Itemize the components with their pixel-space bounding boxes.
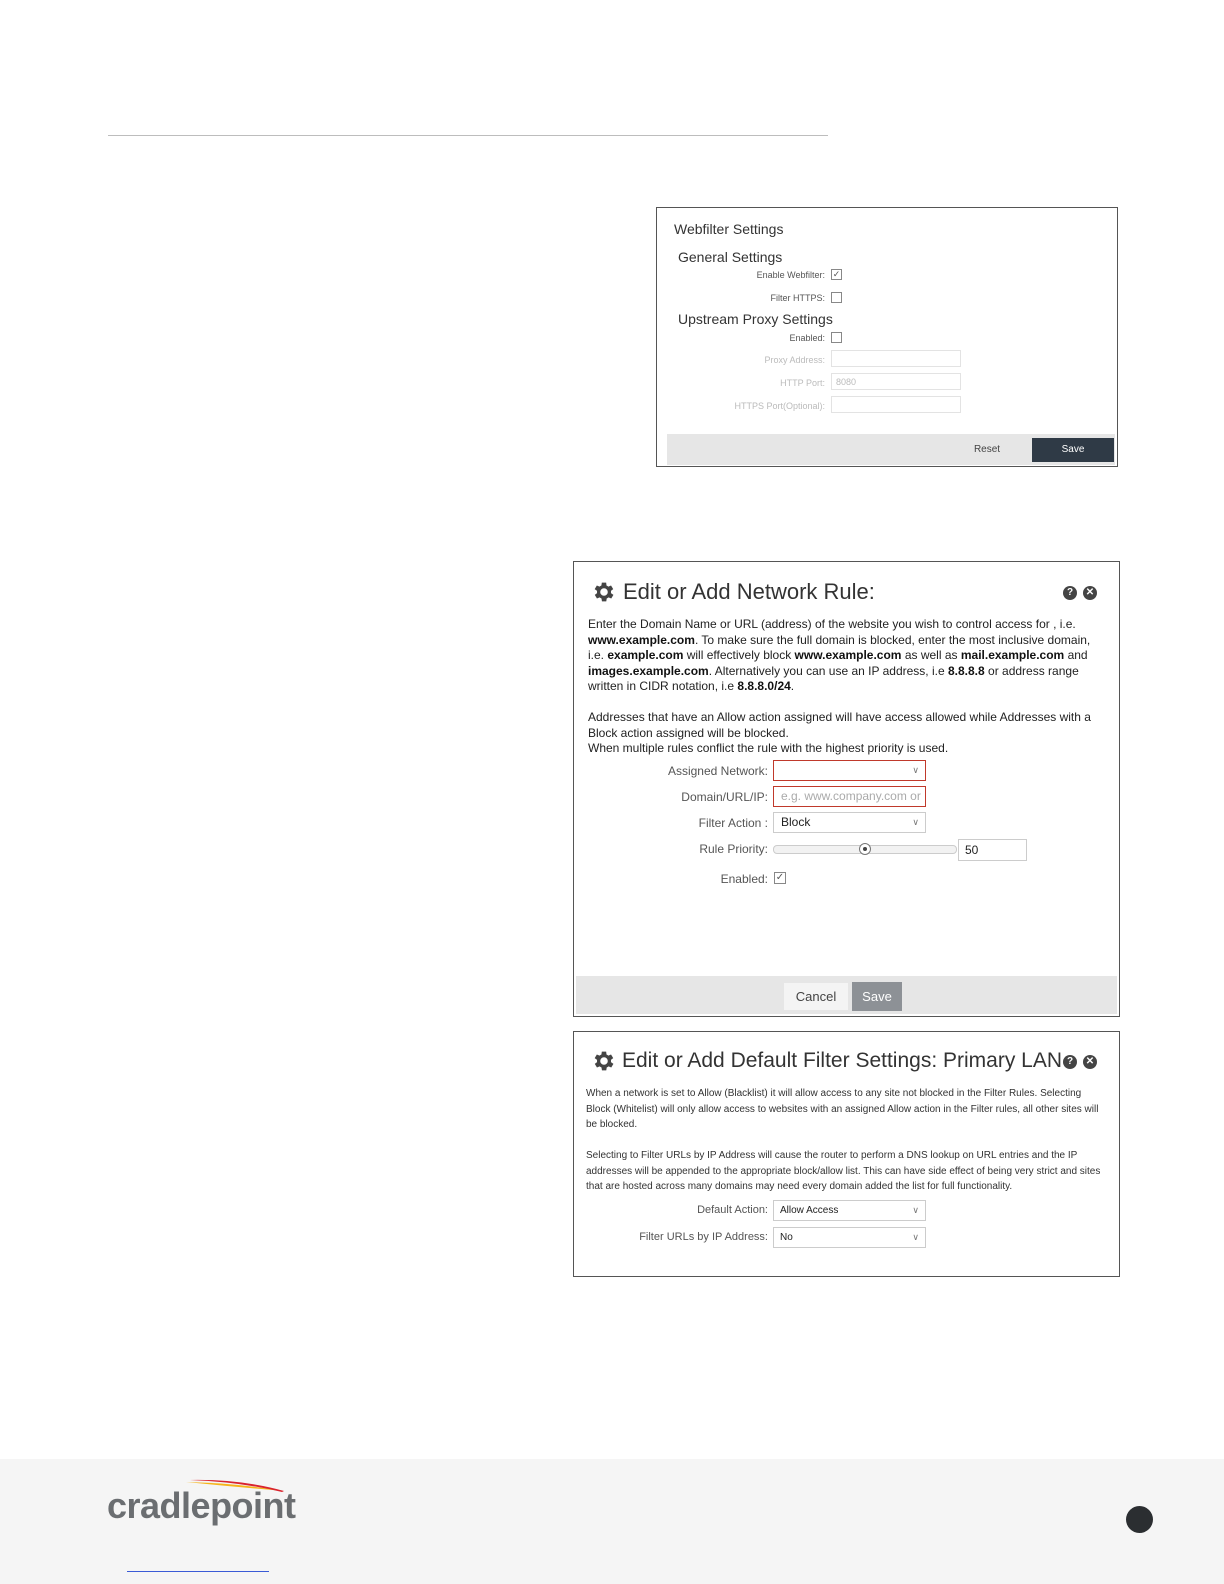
general-settings-heading: General Settings <box>678 249 783 265</box>
filter-by-ip-label: Filter URLs by IP Address: <box>639 1231 768 1243</box>
webfilter-settings-panel <box>656 207 1118 467</box>
assigned-network-label: Assigned Network: <box>667 764 768 778</box>
help-icon[interactable]: ? <box>1063 586 1077 600</box>
network-rule-title: Edit or Add Network Rule: <box>623 579 875 604</box>
close-icon[interactable]: ✕ <box>1083 1055 1097 1069</box>
webfilter-footer-bar <box>667 434 1115 465</box>
checkmark-icon: ✓ <box>775 872 785 883</box>
default-action-label: Default Action: <box>697 1204 768 1216</box>
network-rule-footer-bar <box>576 976 1117 1014</box>
chevron-down-icon: ∨ <box>912 1205 919 1215</box>
webfilter-title: Webfilter Settings <box>674 221 784 237</box>
filter-action-select[interactable]: Block ∨ <box>773 812 926 833</box>
help-icon[interactable]: ? <box>1063 1055 1077 1069</box>
default-filter-dialog <box>573 1031 1120 1277</box>
proxy-address-input[interactable] <box>831 350 961 367</box>
proxy-address-label: Proxy Address: <box>764 355 825 365</box>
close-icon[interactable]: ✕ <box>1083 586 1097 600</box>
https-port-input[interactable] <box>831 396 961 413</box>
gear-icon <box>591 1048 617 1074</box>
default-filter-description: When a network is set to Allow (Blacklist) it will allow access to any site not blocked in the Filter Rules. Selecting Block (Whitelist) will only allow access to websites with an assigned Allow action in the Filter rules, all other sites will be blocked. <box>586 1088 1099 1130</box>
rule-priority-input[interactable]: 50 <box>958 839 1027 861</box>
page-footer <box>0 1459 1224 1584</box>
filter-by-ip-select[interactable]: No ∨ <box>773 1227 926 1248</box>
network-rule-allow-block-note: Addresses that have an Allow action assigned will have access allowed while Addresses with a Block action assigned will be blocked. <box>588 710 1091 740</box>
page-number-badge <box>1126 1506 1153 1533</box>
enable-webfilter-checkbox[interactable] <box>831 269 842 280</box>
filter-https-checkbox[interactable] <box>831 292 842 303</box>
gear-icon <box>591 579 617 605</box>
save-button[interactable]: Save <box>852 982 902 1011</box>
chevron-down-icon: ∨ <box>912 1232 919 1242</box>
filter-https-label: Filter HTTPS: <box>770 293 825 303</box>
domain-label: Domain/URL/IP: <box>681 790 768 804</box>
cradlepoint-logo: cradlepoint <box>107 1485 296 1526</box>
filter-action-label: Filter Action : <box>698 816 768 830</box>
assigned-network-select[interactable] <box>773 760 926 781</box>
cancel-button[interactable]: Cancel <box>784 983 848 1010</box>
default-filter-title: Edit or Add Default Filter Settings: Primary LAN <box>622 1049 1063 1072</box>
header-divider <box>108 135 828 136</box>
reset-button[interactable]: Reset <box>973 444 1001 455</box>
chevron-down-icon: ∨ <box>912 765 919 775</box>
http-port-input[interactable]: 8080 <box>831 373 961 390</box>
chevron-down-icon: ∨ <box>912 817 919 827</box>
proxy-enabled-label: Enabled: <box>789 333 825 343</box>
upstream-proxy-heading: Upstream Proxy Settings <box>678 311 833 327</box>
rule-priority-label: Rule Priority: <box>699 842 768 856</box>
default-action-select[interactable]: Allow Access ∨ <box>773 1200 926 1221</box>
network-rule-dialog <box>573 561 1120 1017</box>
enabled-label: Enabled: <box>720 872 768 886</box>
https-port-label: HTTPS Port(Optional): <box>734 401 825 411</box>
footer-link-underline[interactable] <box>127 1571 269 1572</box>
checkmark-icon: ✓ <box>832 269 841 279</box>
slider-handle[interactable] <box>859 843 871 855</box>
enable-webfilter-label: Enable Webfilter: <box>756 270 825 280</box>
network-rule-priority-note: When multiple rules conflict the rule with the highest priority is used. <box>588 741 949 755</box>
enabled-checkbox[interactable] <box>774 872 786 884</box>
proxy-enabled-checkbox[interactable] <box>831 332 842 343</box>
network-rule-description: Enter the Domain Name or URL (address) of the website you wish to control access for , i.e. www.example.com. To make sure the full domain is blocked, enter the most inclusive domain, i.e. example.com will effectively block www.example.com as well as mail.example.com and images.example.com. Alternatively you can use an IP address, i.e 8.8.8.8 or address range written in CIDR notation, i.e 8.8.8.0/24. <box>588 617 1091 693</box>
domain-input[interactable]: e.g. www.company.com or <box>773 786 926 807</box>
filter-by-ip-description: Selecting to Filter URLs by IP Address will cause the router to perform a DNS lookup on URL entries and the IP addresses will be appended to the appropriate block/allow list. This can have side effect of being very strict and sites that are hosted across many domains may need every domain added the list for full functionality. <box>586 1150 1101 1192</box>
save-button[interactable]: Save <box>1032 438 1114 462</box>
http-port-label: HTTP Port: <box>780 378 825 388</box>
rule-priority-slider[interactable] <box>773 845 957 854</box>
